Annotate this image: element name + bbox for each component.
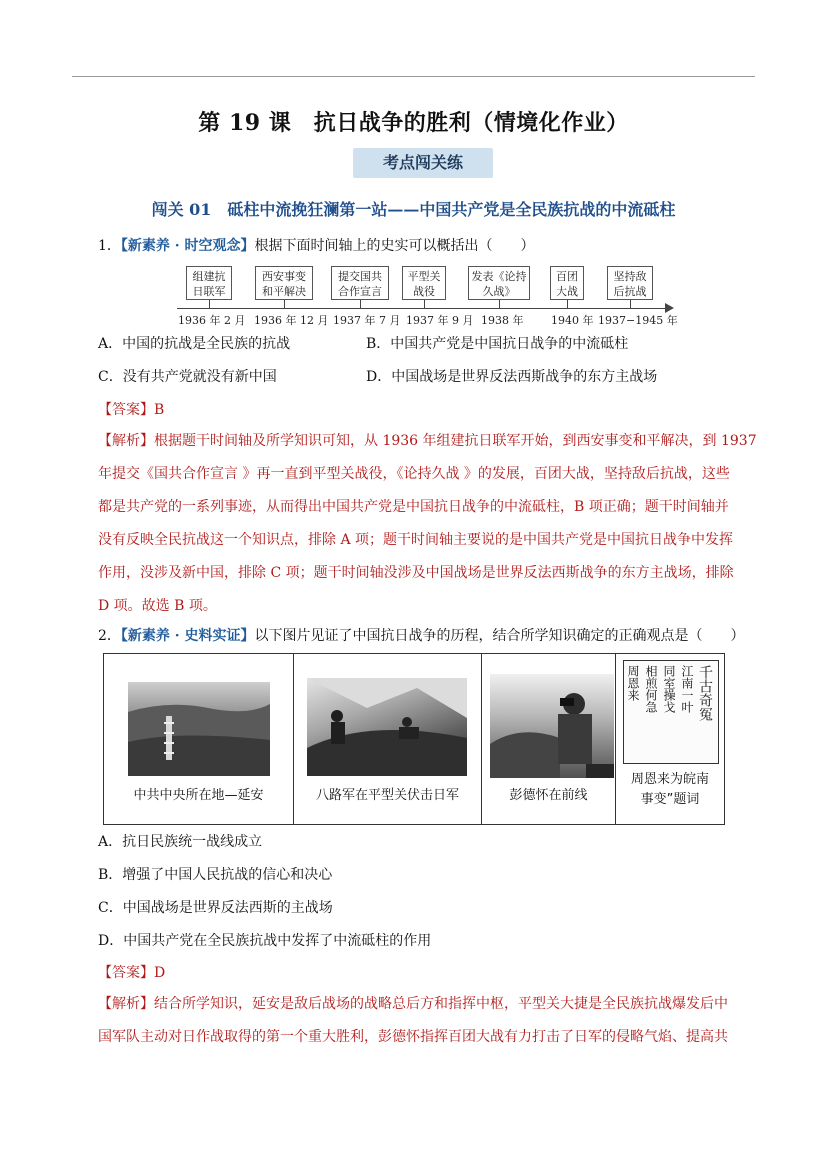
analysis-label: 【解析】 xyxy=(98,996,154,1012)
analysis-text: 根据题干时间轴及所学知识可知，从 1936 年组建抗日联军开始，到西安事变和平解决，到 1937 xyxy=(154,433,757,449)
calligraphy-text xyxy=(624,665,714,721)
timeline-tick xyxy=(424,300,425,308)
answer-label: 【答案】 xyxy=(98,965,154,981)
calligraphy-column: 江南一叶 xyxy=(680,665,694,713)
literacy-tag: 【新素养 · 史料实证】 xyxy=(120,628,255,644)
event-text: 平型关 xyxy=(407,270,441,283)
analysis-line xyxy=(98,988,758,1021)
answer-value: B xyxy=(154,402,165,418)
timeline-event xyxy=(186,266,232,300)
timeline-tick xyxy=(630,300,631,308)
question-number: 1． xyxy=(98,238,121,254)
picture-cell xyxy=(616,654,724,824)
timeline-event xyxy=(550,266,584,300)
timeline-date: 1936 年 12 月 xyxy=(254,314,329,327)
event-text: 日联军 xyxy=(192,285,226,298)
question-2-stem xyxy=(98,626,745,646)
picture-caption: 彭德怀在前线 xyxy=(509,788,588,803)
timeline-date: 1937−1945 年 xyxy=(598,314,678,327)
timeline-date: 1937 年 7 月 xyxy=(333,314,401,327)
timeline-tick xyxy=(499,300,500,308)
timeline-event xyxy=(402,266,446,300)
picture-caption xyxy=(616,770,724,810)
timeline-tick xyxy=(567,300,568,308)
question-text: 根据下面时间轴上的史实可以概括出（ ） xyxy=(254,238,535,254)
page-title: 第 19 课 抗日战争的胜利（情境化作业） xyxy=(198,110,629,136)
answer-value: D xyxy=(154,965,166,981)
picture-table xyxy=(103,653,725,825)
battle-photo xyxy=(307,678,467,776)
calligraphy-column: 相煎何急 xyxy=(644,665,658,713)
analysis-line: D 项。故选 B 项。 xyxy=(98,598,217,614)
timeline-event xyxy=(255,266,313,300)
picture-caption: 中共中央所在地—延安 xyxy=(133,788,264,803)
question-text: 以下图片见证了中国抗日战争的历程，结合所学知识确定的正确观点是（ ） xyxy=(254,628,745,644)
section-heading: 闯关 01 砥柱中流挽狂澜第一站——中国共产党是全民族抗战的中流砥柱 xyxy=(151,200,676,219)
timeline-date: 1937 年 9 月 xyxy=(406,314,474,327)
header-rule xyxy=(72,76,755,77)
option-c: C．没有共产党就没有新中国 xyxy=(98,369,277,385)
section-badge xyxy=(353,148,493,178)
timeline-date: 1938 年 xyxy=(481,314,524,327)
event-text: 西安事变 xyxy=(262,270,306,283)
picture-caption: 八路军在平型关伏击日军 xyxy=(315,788,459,803)
analysis-line xyxy=(98,425,758,458)
analysis-label: 【解析】 xyxy=(98,433,154,449)
timeline-tick xyxy=(284,300,285,308)
yanan-photo xyxy=(128,682,270,776)
event-text: 坚持敌 xyxy=(613,270,647,283)
timeline-tick xyxy=(360,300,361,308)
calligraphy-column: 千古奇冤 xyxy=(697,665,713,721)
event-text: 后抗战 xyxy=(613,285,647,298)
picture-cell xyxy=(294,654,482,824)
event-text: 提交国共 xyxy=(338,270,382,283)
calligraphy-column: 周恩来 xyxy=(626,665,640,701)
timeline-event xyxy=(468,266,530,300)
calligraphy-image xyxy=(623,660,719,764)
caption-line: 周恩来为皖南 xyxy=(630,772,709,787)
timeline-tick xyxy=(209,300,210,308)
commander-photo xyxy=(490,674,614,778)
event-text: 和平解决 xyxy=(262,285,306,298)
question-1-stem xyxy=(98,236,535,256)
analysis-line: 年提交《国共合作宣言 》再一直到平型关战役，《论持久战 》的发展，百团大战，坚持敌后抗战，这些 xyxy=(98,466,730,482)
option-b: B．中国共产党是中国抗日战争的中流砥柱 xyxy=(366,336,629,352)
option-d: D．中国战场是世界反法西斯战争的东方主战场 xyxy=(366,369,658,385)
calligraphy-column: 同室操戈 xyxy=(662,665,676,713)
soldiers-icon xyxy=(307,678,467,776)
analysis-line: 国军队主动对日作战取得的第一个重大胜利，彭德怀指挥百团大战有力打击了日军的侵略气焰、提高共 xyxy=(98,1029,728,1045)
timeline-event xyxy=(607,266,653,300)
pagoda-icon xyxy=(128,682,270,776)
option-a: A．抗日民族统一战线成立 xyxy=(98,834,263,850)
timeline-event xyxy=(331,266,389,300)
event-text: 久战》 xyxy=(482,285,516,298)
analysis-line: 没有反映全民抗战这一个知识点，排除 A 项；题干时间轴主要说的是中国共产党是中国抗日战争中发挥 xyxy=(98,532,734,548)
binoculars-icon xyxy=(490,674,614,778)
analysis xyxy=(98,988,758,1054)
analysis-line: 都是共产党的一系列事迹，从而得出中国共产党是中国抗日战争的中流砥柱，B 项正确；题干时间轴并 xyxy=(98,499,729,515)
option-d: D．中国共产党在全民族抗战中发挥了中流砥柱的作用 xyxy=(98,933,432,949)
event-text: 发表《论持 xyxy=(471,270,527,283)
event-text: 合作宣言 xyxy=(338,285,382,298)
event-text: 百团 xyxy=(556,270,578,283)
option-a: A．中国的抗战是全民族的抗战 xyxy=(98,336,291,352)
event-text: 战役 xyxy=(413,285,435,298)
analysis-line: 作用，没涉及新中国，排除 C 项；题干时间轴没涉及中国战场是世界反法西斯战争的东方主战场，排除 xyxy=(98,565,734,581)
analysis xyxy=(98,425,758,623)
caption-line: 事变”题词 xyxy=(640,792,700,807)
question-number: 2． xyxy=(98,628,121,644)
timeline-date: 1940 年 xyxy=(551,314,594,327)
answer-label: 【答案】 xyxy=(98,402,154,418)
timeline-date: 1936 年 2 月 xyxy=(178,314,246,327)
analysis-text: 结合所学知识，延安是敌后战场的战略总后方和指挥中枢，平型关大捷是全民族抗战爆发后中 xyxy=(154,996,728,1012)
answer xyxy=(98,963,165,983)
timeline-axis xyxy=(177,308,667,309)
event-text: 大战 xyxy=(556,285,578,298)
literacy-tag: 【新素养 · 时空观念】 xyxy=(120,238,255,254)
badge-label: 考点闯关练 xyxy=(382,153,463,172)
option-b: B．增强了中国人民抗战的信心和决心 xyxy=(98,867,333,883)
answer xyxy=(98,400,164,420)
option-c: C．中国战场是世界反法西斯的主战场 xyxy=(98,900,333,916)
event-text: 组建抗 xyxy=(192,270,226,283)
picture-cell xyxy=(104,654,294,824)
picture-cell xyxy=(482,654,616,824)
